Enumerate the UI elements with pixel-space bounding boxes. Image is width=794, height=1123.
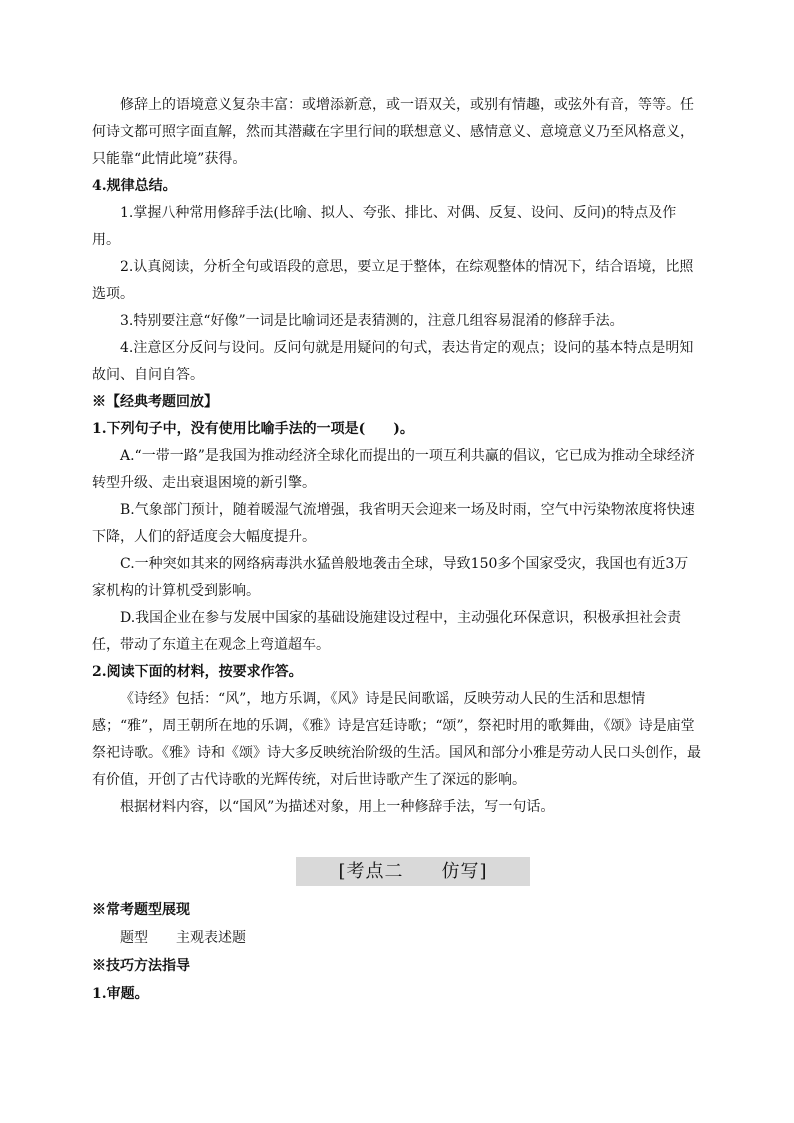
rule-item-3: 3.特别要注意“好像”一词是比喻词还是表猜测的，注意几组容易混淆的修辞手法。 <box>120 313 624 329</box>
option-d: D.我国企业在参与发展中国家的基础设施建设过程中，主动强化环保意识，积极承担社会责任，带动了东道主在观念上弯道超车。 <box>92 610 682 653</box>
document-body <box>92 92 702 821</box>
heading-rule-summary: 4.规律总结。 <box>92 178 177 194</box>
section-title-box <box>296 857 530 886</box>
type-value: 主观表述题 <box>176 930 246 946</box>
option-b: B.气象部门预计，随着暖湿气流增强，我省明天会迎来一场及时雨，空气中污染物浓度将快速下降，人们的舒适度会大幅度提升。 <box>92 502 695 545</box>
option-a: A.“一带一路”是我国为推动经济全球化而提出的一项互利共赢的倡议，它已成为推动全球经济转型升级、走出衰退困境的新引擎。 <box>92 448 695 491</box>
rule-item-1: 1.掌握八种常用修辞手法(比喻、拟人、夸张、排比、对偶、反复、设问、反问)的特点及作用。 <box>92 205 677 248</box>
rule-item-2: 2.认真阅读，分析全句或语段的意思，要立足于整体，在综观整体的情况下，结合语境，比照选项。 <box>92 259 694 302</box>
rule-item-4: 4.注意区分反问与设问。反问句就是用疑问的句式，表达肯定的观点；设问的基本特点是明知故问、自问自答。 <box>92 340 694 383</box>
question-2-prompt: 根据材料内容，以“国风”为描述对象，用上一种修辞手法，写一句话。 <box>120 799 555 815</box>
heading-method-guide: ※技巧方法指导 <box>92 958 190 974</box>
heading-review-question: 1.审题。 <box>92 986 149 1002</box>
material-paragraph: 《诗经》包括：“风”，地方乐调，《风》诗是民间歌谣，反映劳动人民的生活和思想情感；“雅”，周王朝所在地的乐调，《雅》诗是宫廷诗歌；“颂”，祭祀时用的歌舞曲，《颂》诗是庙堂祭祀诗歌。《雅》诗和《颂》诗大多反映统治阶级的生活。国风和部分小雅是劳动人民口头创作，最有价值，开创了古代诗歌的光辉传统，对后世诗歌产生了深远的影响。 <box>92 691 701 788</box>
question-1: 1.下列句子中，没有使用比喻手法的一项是( )。 <box>92 421 414 437</box>
intro-paragraph: 修辞上的语境意义复杂丰富：或增添新意，或一语双关，或别有情趣，或弦外有音，等等。任何诗文都可照字面直解，然而其潜藏在字里行间的联想意义、感情意义、意境意义乃至风格意义，只能靠“此情此境”获得。 <box>92 97 694 167</box>
question-type-line <box>92 924 702 952</box>
heading-question-types: ※常考题型展现 <box>92 902 190 918</box>
type-label: 题型 <box>120 930 148 946</box>
option-c: C.一种突如其来的网络病毒洪水猛兽般地袭击全球，导致150多个国家受灾，我国也有近3万家机构的计算机受到影响。 <box>92 556 689 599</box>
section-title: [考点二 仿写] <box>338 861 488 882</box>
heading-classic-review: ※【经典考题回放】 <box>92 394 218 410</box>
lower-section <box>92 896 702 1008</box>
question-2: 2.阅读下面的材料，按要求作答。 <box>92 664 303 680</box>
